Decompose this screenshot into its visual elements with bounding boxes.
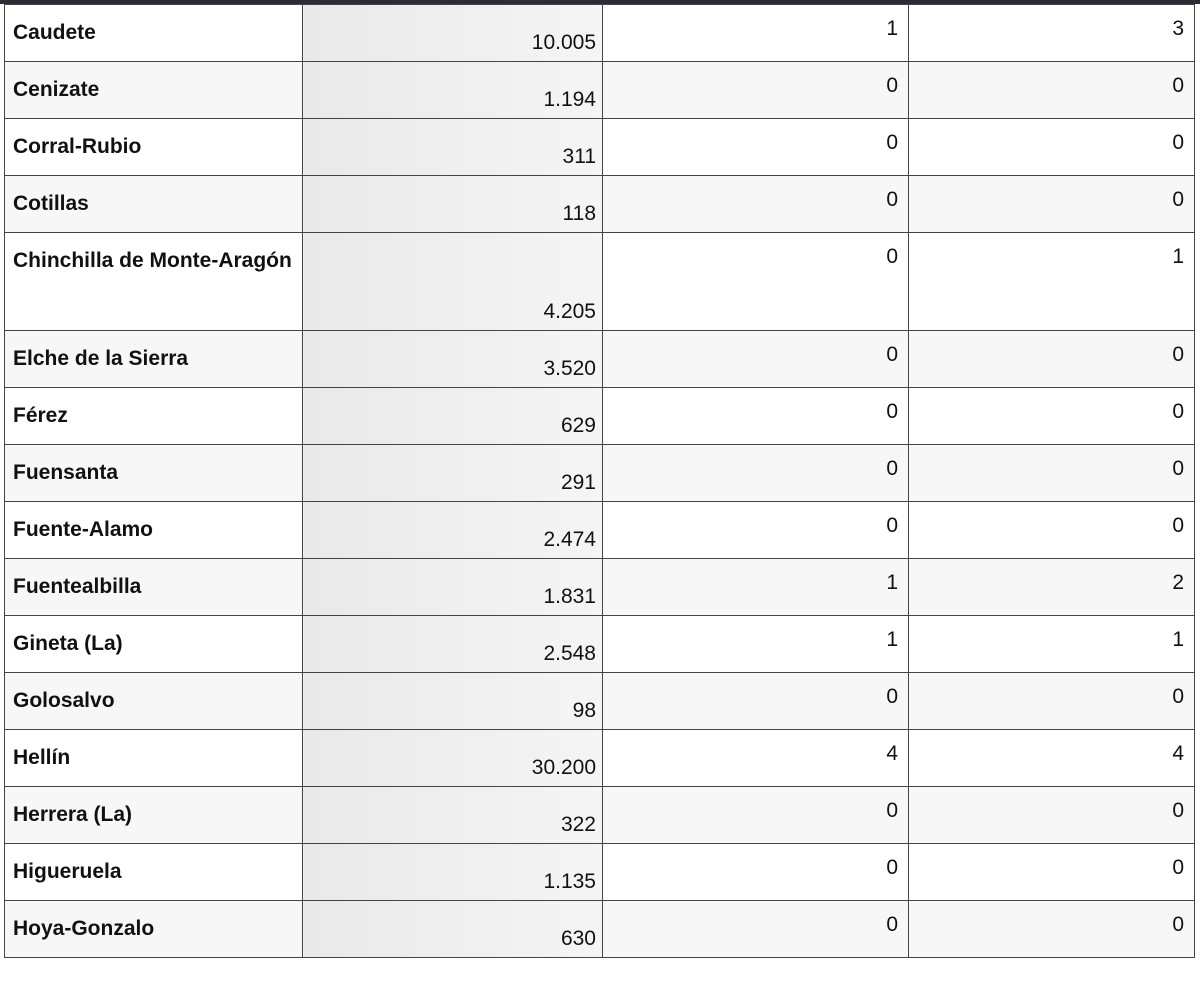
count-b-value: 0 (909, 787, 1195, 844)
population-value: 2.474 (303, 502, 603, 559)
table-row (5, 901, 1195, 958)
table-row (5, 331, 1195, 388)
count-b-value: 0 (909, 331, 1195, 388)
table-row (5, 730, 1195, 787)
table-row (5, 616, 1195, 673)
count-a-value: 0 (603, 176, 909, 233)
table-row (5, 176, 1195, 233)
table-row (5, 62, 1195, 119)
population-value: 1.135 (303, 844, 603, 901)
count-a-value: 0 (603, 502, 909, 559)
municipality-name: Corral-Rubio (5, 119, 303, 176)
count-b-value: 0 (909, 502, 1195, 559)
table-row (5, 787, 1195, 844)
municipality-name: Fuensanta (5, 445, 303, 502)
count-b-value: 0 (909, 62, 1195, 119)
count-b-value: 0 (909, 673, 1195, 730)
municipality-name: Chinchilla de Monte-Aragón (5, 233, 303, 331)
table-row (5, 388, 1195, 445)
population-value: 4.205 (303, 233, 603, 331)
count-b-value: 0 (909, 176, 1195, 233)
municipality-name: Férez (5, 388, 303, 445)
count-b-value: 0 (909, 901, 1195, 958)
count-a-value: 0 (603, 673, 909, 730)
table-row (5, 559, 1195, 616)
table-row (5, 445, 1195, 502)
count-a-value: 0 (603, 331, 909, 388)
count-a-value: 0 (603, 62, 909, 119)
municipality-name: Cenizate (5, 62, 303, 119)
population-value: 10.005 (303, 5, 603, 62)
count-b-value: 2 (909, 559, 1195, 616)
municipality-name: Golosalvo (5, 673, 303, 730)
count-a-value: 0 (603, 233, 909, 331)
population-value: 1.831 (303, 559, 603, 616)
population-value: 630 (303, 901, 603, 958)
municipality-name: Herrera (La) (5, 787, 303, 844)
count-a-value: 0 (603, 119, 909, 176)
population-value: 1.194 (303, 62, 603, 119)
count-b-value: 1 (909, 616, 1195, 673)
municipality-name: Hoya-Gonzalo (5, 901, 303, 958)
municipality-table (4, 4, 1195, 958)
count-a-value: 1 (603, 616, 909, 673)
count-b-value: 0 (909, 844, 1195, 901)
count-b-value: 0 (909, 445, 1195, 502)
municipality-name: Gineta (La) (5, 616, 303, 673)
population-value: 322 (303, 787, 603, 844)
municipality-name: Elche de la Sierra (5, 331, 303, 388)
count-b-value: 0 (909, 388, 1195, 445)
count-b-value: 3 (909, 5, 1195, 62)
table-row (5, 502, 1195, 559)
count-b-value: 1 (909, 233, 1195, 331)
municipality-name: Fuentealbilla (5, 559, 303, 616)
population-value: 311 (303, 119, 603, 176)
count-b-value: 0 (909, 119, 1195, 176)
count-a-value: 0 (603, 787, 909, 844)
municipality-name: Cotillas (5, 176, 303, 233)
population-value: 291 (303, 445, 603, 502)
municipality-name: Fuente-Alamo (5, 502, 303, 559)
count-a-value: 0 (603, 901, 909, 958)
table-row (5, 119, 1195, 176)
count-a-value: 1 (603, 559, 909, 616)
count-a-value: 0 (603, 445, 909, 502)
count-a-value: 4 (603, 730, 909, 787)
count-b-value: 4 (909, 730, 1195, 787)
population-value: 3.520 (303, 331, 603, 388)
population-value: 118 (303, 176, 603, 233)
municipality-name: Caudete (5, 5, 303, 62)
municipality-name: Hellín (5, 730, 303, 787)
count-a-value: 0 (603, 388, 909, 445)
population-value: 98 (303, 673, 603, 730)
count-a-value: 1 (603, 5, 909, 62)
table-row (5, 673, 1195, 730)
table-row (5, 844, 1195, 901)
population-value: 2.548 (303, 616, 603, 673)
population-value: 30.200 (303, 730, 603, 787)
municipality-name: Higueruela (5, 844, 303, 901)
population-value: 629 (303, 388, 603, 445)
table-row (5, 233, 1195, 331)
count-a-value: 0 (603, 844, 909, 901)
table-row (5, 5, 1195, 62)
